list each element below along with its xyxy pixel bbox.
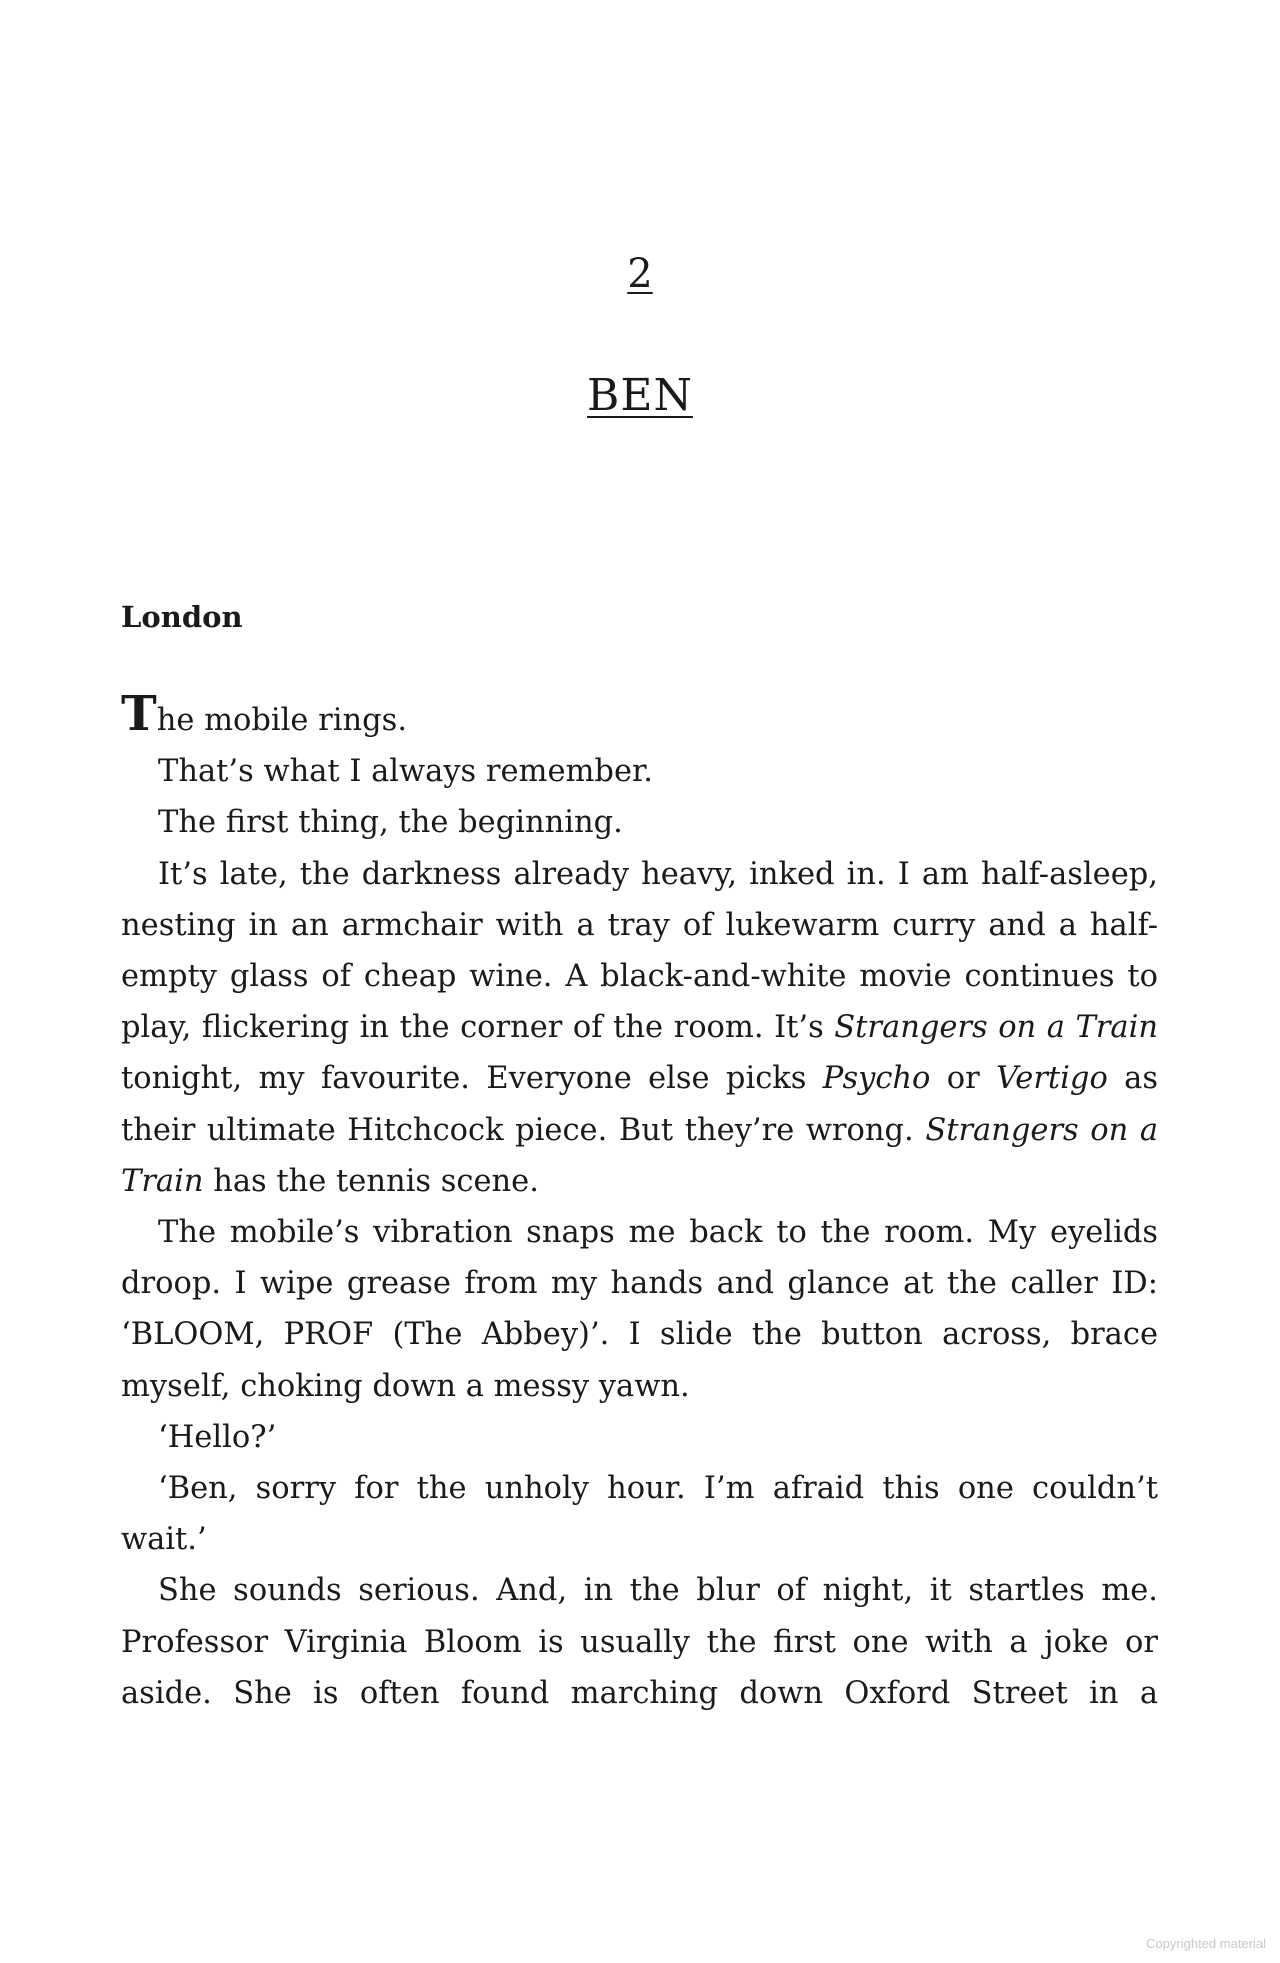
- paragraph-text: She sounds serious. And, in the blur of night, it startles me. Professor Virginia Bloom is usually the first one with a joke or aside. She is often found marching down Oxford Street in a: [121, 1573, 1158, 1711]
- film-title: Strangers on a Train: [834, 1010, 1158, 1046]
- paragraph: [121, 797, 1158, 848]
- paragraph: [121, 1463, 1158, 1565]
- paragraph: [121, 1565, 1158, 1719]
- paragraph-text: as their ultimate Hitchcock piece. But they’re wrong.: [121, 1061, 1158, 1148]
- paragraph: [121, 849, 1158, 1207]
- paragraph-text: The first thing, the beginning.: [158, 805, 623, 841]
- paragraph-text: or: [930, 1061, 997, 1097]
- paragraph-text: ‘Hello?’: [158, 1419, 277, 1455]
- paragraph-text: ‘Ben, sorry for the unholy hour. I’m afraid this one couldn’t wait.’: [121, 1471, 1158, 1558]
- paragraph-text: he mobile rings.: [156, 703, 408, 738]
- body-text: [121, 686, 1158, 1719]
- location-heading: London: [121, 600, 243, 634]
- copyright-notice: Copyrighted material: [1146, 1936, 1266, 1951]
- film-title: Vertigo: [996, 1061, 1108, 1097]
- chapter-title: BEN: [587, 370, 693, 421]
- paragraph-text: tonight, my favourite. Everyone else picks: [121, 1061, 823, 1097]
- paragraph-text: That’s what I always remember.: [158, 754, 653, 790]
- drop-cap: T: [121, 686, 157, 742]
- paragraph-text: The mobile’s vibration snaps me back to the room. My eyelids droop. I wipe grease from my hands and glance at the caller ID: ‘BLOOM, PROF (The Abbey)’. I slide the button across, brace myself, choking down a messy yawn.: [121, 1215, 1158, 1404]
- paragraph: [121, 1412, 1158, 1463]
- paragraph: [121, 746, 1158, 797]
- paragraph: [121, 686, 1158, 746]
- paragraph-text: has the tennis scene.: [203, 1163, 539, 1199]
- paragraph-text: It’s late, the darkness already heavy, inked in. I am half-asleep, nesting in an armchair with a tray of lukewarm curry and a half-empty glass of cheap wine. A black-and-white movie continues to play, flickering in the corner of the room. It’s: [121, 856, 1158, 1046]
- film-title: Strangers on a Train: [121, 1112, 1158, 1199]
- paragraph: [121, 1207, 1158, 1412]
- film-title: Psycho: [822, 1061, 931, 1097]
- chapter-number: 2: [627, 251, 653, 297]
